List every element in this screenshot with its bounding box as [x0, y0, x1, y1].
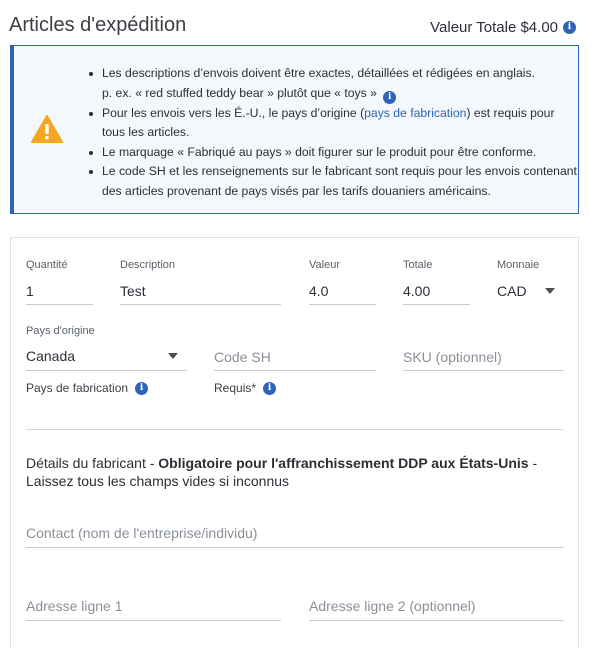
warning-icon — [31, 115, 63, 143]
notice-item: Les descriptions d’envois doivent être exactes, détaillées et rédigées en anglais. p. ex. « red stuffed teddy bear » plutôt que « toys » i — [88, 64, 578, 104]
total-value — [430, 19, 576, 36]
origin-select[interactable] — [26, 325, 187, 371]
address-line1-placeholder[interactable]: Adresse ligne 1 — [26, 598, 123, 614]
total-label: Totale — [403, 259, 433, 271]
notice-item: Pour les envois vers les É.-U., le pays d’origine (pays de fabrication) est requis pour tous les articles. — [88, 104, 578, 143]
address-line2-input[interactable] — [309, 581, 564, 621]
info-icon[interactable]: i — [263, 382, 276, 395]
section-divider — [26, 429, 563, 430]
info-icon[interactable]: i — [563, 21, 576, 34]
sku-placeholder[interactable]: SKU (optionnel) — [403, 349, 502, 365]
value-label: Valeur — [309, 259, 340, 271]
sku-input[interactable] — [403, 325, 564, 371]
section-header — [9, 14, 579, 40]
customs-notice — [10, 45, 579, 214]
address-line2-placeholder[interactable]: Adresse ligne 2 (optionnel) — [309, 598, 476, 614]
quantity-field[interactable] — [26, 259, 93, 305]
address-line1-input[interactable] — [26, 581, 281, 621]
hs-code-placeholder[interactable]: Code SH — [214, 349, 271, 365]
value-input[interactable]: 4.0 — [309, 283, 329, 299]
country-of-manufacture-label: Pays de fabrication i — [26, 381, 148, 395]
currency-select[interactable] — [497, 259, 564, 305]
currency-value[interactable]: CAD — [497, 283, 527, 299]
info-icon[interactable]: i — [383, 91, 396, 104]
required-label: Requis* i — [214, 381, 276, 395]
contact-input[interactable] — [26, 508, 564, 548]
description-label: Description — [120, 259, 176, 271]
total-field — [403, 259, 470, 305]
quantity-input[interactable]: 1 — [26, 283, 34, 299]
total-value-label: Valeur Totale $4.00 — [430, 19, 558, 36]
manufacturer-details-heading: Détails du fabricant - Obligatoire pour l'affranchissement DDP aux États-Unis - Laissez tous les champs vides si inconnus — [26, 455, 538, 489]
info-icon[interactable]: i — [135, 382, 148, 395]
description-input[interactable]: Test — [120, 283, 146, 299]
total-amount: 4.00 — [403, 283, 431, 299]
origin-value[interactable]: Canada — [26, 348, 76, 364]
item-card — [10, 237, 579, 648]
notice-item: Le code SH et les renseignements sur le fabricant sont requis pour les envois contenant des articles provenant de pays visés par les tarifs douaniers américains. — [88, 162, 578, 201]
contact-placeholder[interactable]: Contact (nom de l'entreprise/individu) — [26, 525, 258, 541]
chevron-down-icon[interactable] — [545, 288, 555, 294]
value-field[interactable] — [309, 259, 376, 305]
page-title: Articles d'expédition — [9, 14, 187, 36]
notice-item: Le marquage « Fabriqué au pays » doit figurer sur le produit pour être conforme. — [88, 143, 578, 163]
description-field[interactable] — [120, 259, 281, 305]
currency-label: Monnaie — [497, 259, 540, 271]
chevron-down-icon[interactable] — [168, 353, 178, 359]
country-of-manufacture-link[interactable]: pays de fabrication — [364, 105, 467, 120]
quantity-label: Quantité — [26, 259, 68, 271]
hs-code-input[interactable] — [214, 325, 376, 371]
notice-list — [88, 64, 578, 201]
origin-label: Pays d'origine — [26, 325, 95, 337]
